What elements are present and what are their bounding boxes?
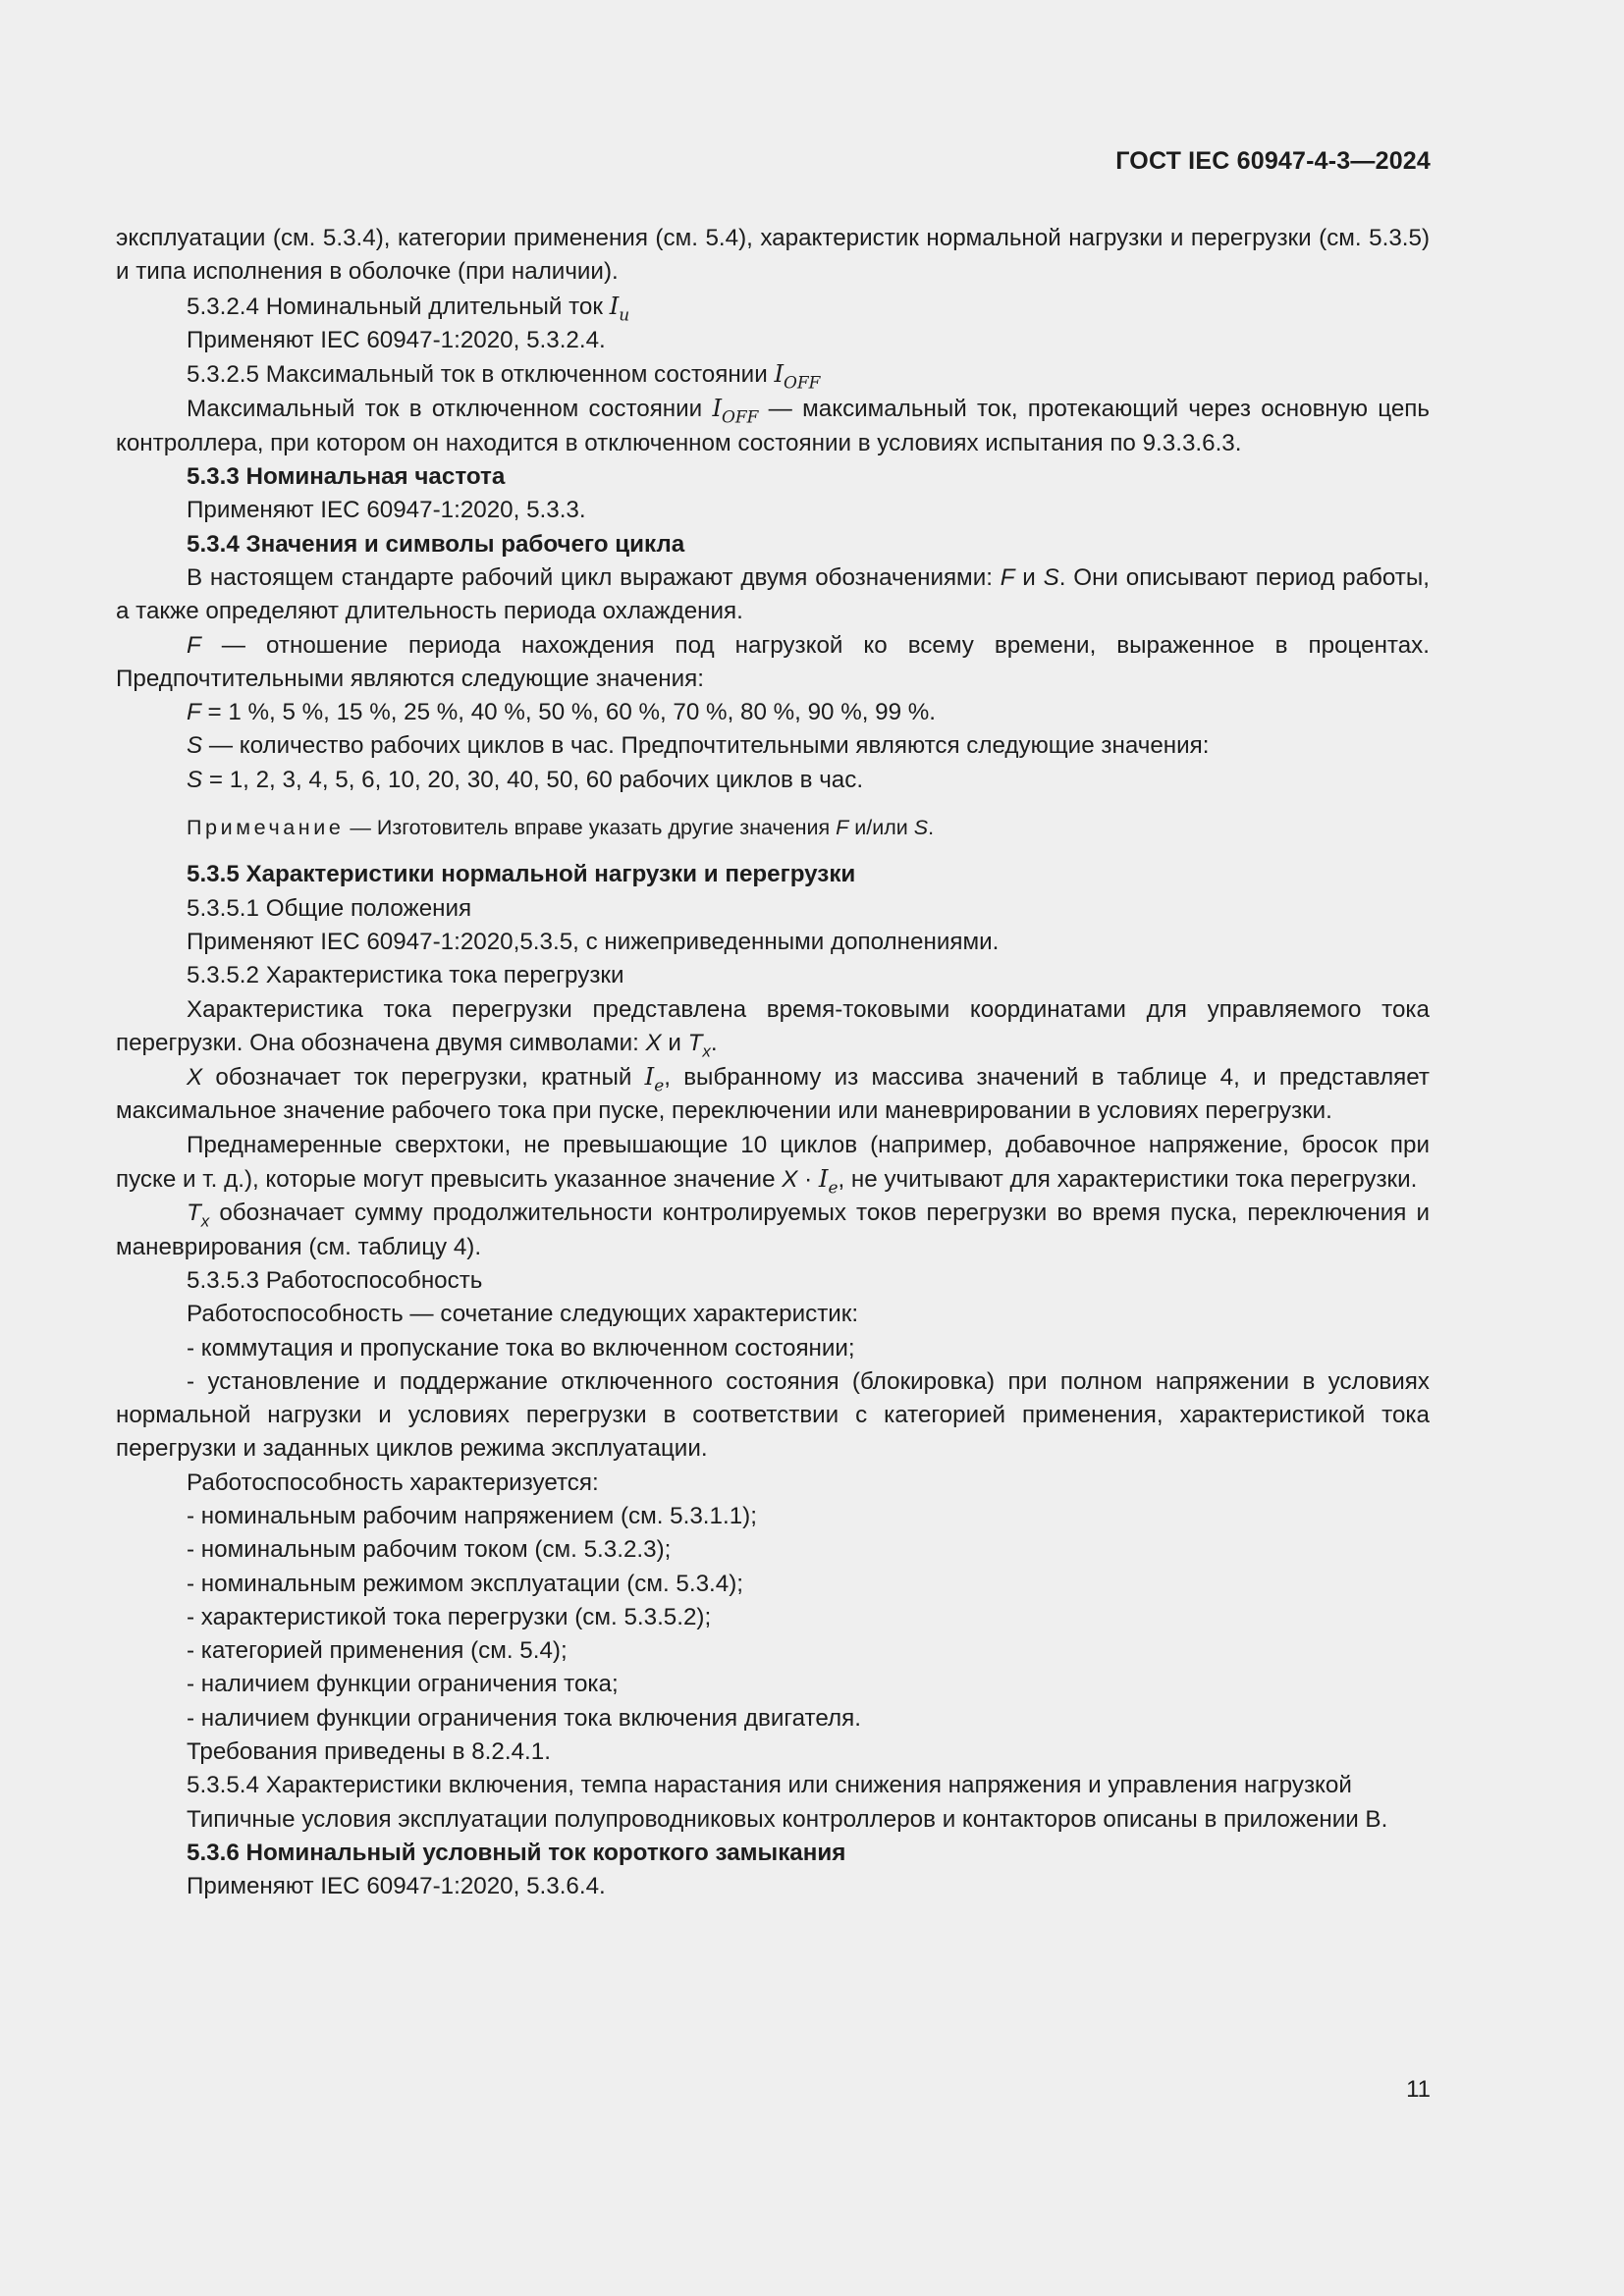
section-heading-5-3-4: 5.3.4 Значения и символы рабочего цикла [187,530,685,558]
paragraph-5-3-6: Применяют IEC 60947-1:2020, 5.3.6.4. [187,1873,606,1900]
symbol-s: S [913,816,929,840]
symbol-f: F [1000,563,1015,591]
paragraph-5-3-2-5: Максимальный ток в отключенном состоянии $I_{OFF}$ — максимальный ток, протекающий через основную цепь контроллера, при котором он находится в отключенном состоянии в условиях испытания по 9.3.3.6.3. [116,395,1431,456]
paragraph-requirements: Требования приведены в 8.2.4.1. [187,1738,551,1766]
symbol-ie: $I_e$ [818,1165,839,1198]
paragraph-5-3-2-4: Применяют IEC 60947-1:2020, 5.3.2.4. [187,326,606,353]
paragraph-x-definition: X обозначает ток перегрузки, кратный $I_e$, выбранному из массива значений в таблице 4, и представляет максимальное значение рабочего тока при пуске, переключении или маневрировании в условиях перегрузки. [116,1063,1431,1125]
paragraph-5-3-4: В настоящем стандарте рабочий цикл выражают двумя обозначениями: F и S. Они описывают период работы, а также определяют длительность периода охлаждения. [116,563,1430,625]
section-heading-5-3-5: 5.3.5 Характеристики нормальной нагрузки и перегрузки [187,861,856,888]
symbol-ie: $I_e$ [644,1063,665,1095]
symbol-f: F [187,631,201,659]
clause-heading-5-3-5-1: 5.3.5.1 Общие положения [187,894,472,922]
symbol-ioff: $I_{OFF}$ [774,360,821,393]
paragraph-f-values: F = 1 %, 5 %, 15 %, 25 %, 40 %, 50 %, 60 %, 70 %, 80 %, 90 %, 99 %. [187,699,936,726]
clause-heading-text: 5.3.2.4 Номинальный длительный ток [187,293,610,320]
symbol-f: F [836,816,849,840]
note: Примечание — Изготовитель вправе указать другие значения F и/или S. [187,816,935,840]
list-item: - характеристикой тока перегрузки (см. 5.3.5.2); [187,1603,712,1630]
symbol-s: S [187,766,203,793]
symbol-ioff: $I_{OFF}$ [712,395,759,427]
list-item: - коммутация и пропускание тока во включенном состоянии; [187,1334,855,1362]
clause-heading-5-3-5-4: 5.3.5.4 Характеристики включения, темпа нарастания или снижения напряжения и управления нагрузкой [187,1772,1352,1799]
symbol-x: X [782,1166,798,1194]
page-number: 11 [1406,2076,1431,2103]
document-header: ГОСТ IEC 60947-4-3—2024 [1115,147,1431,175]
paragraph-intro: эксплуатации (см. 5.3.4), категории применения (см. 5.4), характеристик нормальной нагрузки и перегрузки (см. 5.3.5) и типа исполнения в оболочке (при наличии). [116,225,1430,286]
list-item: - номинальным рабочим напряжением (см. 5.3.1.1); [187,1502,757,1529]
paragraph-s-values: S = 1, 2, 3, 4, 5, 6, 10, 20, 30, 40, 50, 60 рабочих циклов в час. [187,766,864,793]
symbol-s: S [1043,563,1059,591]
symbol-iu: $I_u$ [609,292,630,325]
paragraph-overcurrents: Преднамеренные сверхтоки, не превышающие 10 циклов (например, добавочное напряжение, бросок при пуске и т. д.), которые могут превысить указанное значение $X \cdot I_e$, не учитывают для характеристики тока перегрузки. [116,1131,1430,1198]
clause-heading-5-3-2-4 [116,290,1430,324]
paragraph-f-definition: F — отношение периода нахождения под нагрузкой ко всему времени, выраженное в процентах. Предпочтительными являются следующие значения: [116,631,1430,692]
clause-heading-5-3-5-3: 5.3.5.3 Работоспособность [187,1266,483,1294]
paragraph-s-definition: S — количество рабочих циклов в час. Предпочтительными являются следующие значения: [187,732,1210,760]
clause-heading-text: 5.3.2.5 Максимальный ток в отключенном состоянии [187,361,775,389]
section-heading-5-3-6: 5.3.6 Номинальный условный ток короткого замыкания [187,1839,846,1866]
page-content [116,222,1430,1904]
symbol-x: X [645,1029,662,1056]
symbol-x: X [187,1064,203,1092]
list-item: - установление и поддержание отключенного состояния (блокировка) при полном напряжении в условиях нормальной нагрузки и условиях перегрузки в соответствии с категорией применения, характеристикой тока перегрузки и заданных циклов режима эксплуатации. [116,1367,1430,1463]
clause-heading-5-3-5-2: 5.3.5.2 Характеристика тока перегрузки [187,962,624,989]
symbol-tx: $T_x$ [187,1200,210,1231]
section-heading-5-3-3: 5.3.3 Номинальная частота [187,463,506,491]
paragraph-5-3-5-3: Работоспособность — сочетание следующих характеристик: [187,1301,859,1328]
paragraph-tx-definition: $T_x$ обозначает сумму продолжительности контролируемых токов перегрузки во время пуска, переключения и маневрирования (см. таблицу 4). [116,1200,1430,1260]
paragraph-5-3-5-2: Характеристика тока перегрузки представлена время-токовыми координатами для управляемого тока перегрузки. Она обозначена двумя символами: X и $T_x$. [116,995,1430,1061]
symbol-tx: $T_x$ [687,1029,711,1061]
symbol-s: S [187,732,203,760]
list-item: - наличием функции ограничения тока; [187,1671,619,1698]
note-label: Примечание [187,816,345,840]
list-item: - номинальным режимом эксплуатации (см. 5.3.4); [187,1570,743,1597]
clause-heading-5-3-2-5 [116,357,1430,392]
list-item: - наличием функции ограничения тока включения двигателя. [187,1704,861,1732]
paragraph-5-3-3: Применяют IEC 60947-1:2020, 5.3.3. [187,497,586,524]
list-item: - категорией применения (см. 5.4); [187,1637,568,1665]
paragraph-5-3-5-4: Типичные условия эксплуатации полупроводниковых контроллеров и контакторов описаны в приложении В. [187,1805,1388,1833]
paragraph-5-3-5-1: Применяют IEC 60947-1:2020,5.3.5, с нижеприведенными дополнениями. [187,928,1000,955]
paragraph-characterized: Работоспособность характеризуется: [187,1468,599,1496]
symbol-f: F [187,699,201,726]
list-item: - номинальным рабочим током (см. 5.3.2.3); [187,1536,672,1564]
